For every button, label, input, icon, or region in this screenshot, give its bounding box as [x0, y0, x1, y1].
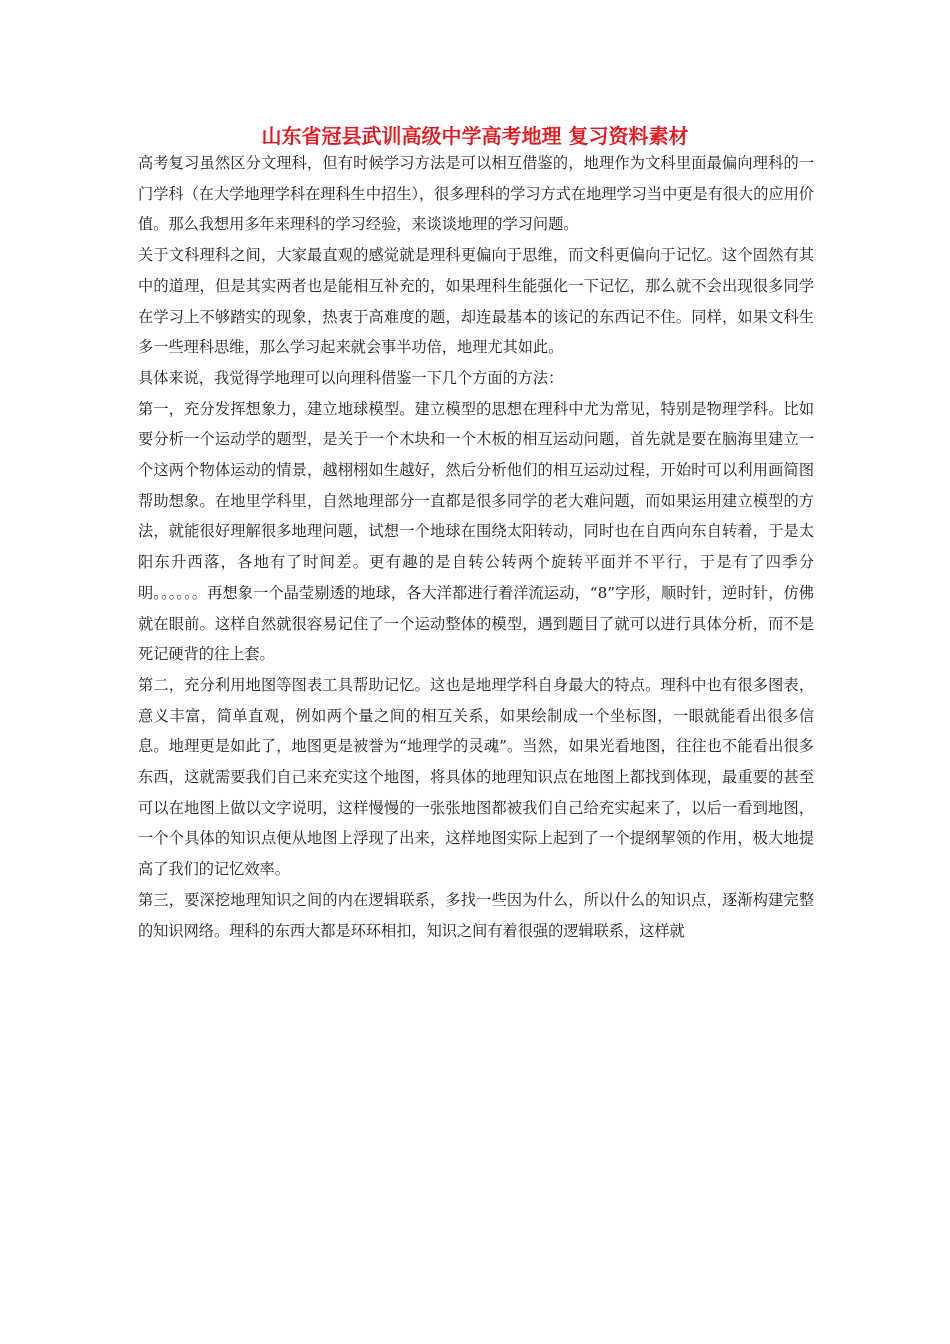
paragraph-method-two: 第二，充分利用地图等图表工具帮助记忆。这也是地理学科自身最大的特点。理科中也有很多图表，意义丰富，简单直观，例如两个量之间的相互关系，如果绘制成一个坐标图，一眼就能看出很多信息。地理更是如此了，地图更是被誉为“地理学的灵魂”。当然，如果光看地图，往往也不能看出很多东西，这就需要我们自己来充实这个地图，将具体的地理知识点在地图上都找到体现，最重要的甚至可以在地图上做以文字说明，这样慢慢的一张张地图都被我们自己给充实起来了，以后一看到地图，一个个具体的知识点便从地图上浮现了出来，这样地图实际上起到了一个提纲挈领的作用，极大地提高了我们的记忆效率。: [138, 675, 814, 879]
paragraph-methods-intro: 具体来说，我觉得学地理可以向理科借鉴一下几个方面的方法：: [138, 368, 564, 387]
paragraph-method-one: 第一，充分发挥想象力，建立地球模型。建立模型的思想在理科中尤为常见，特别是物理学科。比如要分析一个运动学的题型，是关于一个木块和一个木板的相互运动问题，首先就是要在脑海里建立一个这两个物体运动的情景，越栩栩如生越好，然后分析他们的相互运动过程，开始时可以利用画简图帮助想象。在地里学科里，自然地理部分一直都是很多同学的老大难问题，而如果运用建立模型的方法，就能很好理解很多地理问题，试想一个地球在围绕太阳转动，同时也在自西向东自转着，于是太阳东升西落，各地有了时间差。更有趣的是自转公转两个旋转平面并不平行，于是有了四季分明。。。。。。再想象一个晶莹剔透的地球，各大洋都进行着洋流运动，“8”字形，顺时针，逆时针，仿佛就在眼前。这样自然就很容易记住了一个运动整体的模型，遇到题目了就可以进行具体分析，而不是死记硬背的往上套。: [138, 399, 814, 664]
document-title: 山东省冠县武训高级中学高考地理 复习资料素材: [261, 124, 689, 148]
paragraph-intro: 高考复习虽然区分文理科，但有时候学习方法是可以相互借鉴的，地理作为文科里面最偏向理科的一门学科（在大学地理学科在理科生中招生），很多理科的学习方式在地理学习当中更是有很大的应用价值。那么我想用多年来理科的学习经验，来谈谈地理的学习问题。: [138, 154, 814, 234]
paragraph-arts-vs-science: 关于文科理科之间，大家最直观的感觉就是理科更偏向于思维，而文科更偏向于记忆。这个固然有其中的道理，但是其实两者也是能相互补充的，如果理科生能强化一下记忆，那么就不会出现很多同学在学习上不够踏实的现象，热衷于高难度的题，却连最基本的该记的东西记不住。同样，如果文科生多一些理科思维，那么学习起来就会事半功倍，地理尤其如此。: [138, 246, 814, 357]
paragraph-method-three: 第三，要深挖地理知识之间的内在逻辑联系，多找一些因为什么，所以什么的知识点，逐渐构建完整的知识网络。理科的东西大都是环环相扣，知识之间有着很强的逻辑联系，这样就: [138, 890, 814, 940]
document-body: [138, 148, 814, 946]
